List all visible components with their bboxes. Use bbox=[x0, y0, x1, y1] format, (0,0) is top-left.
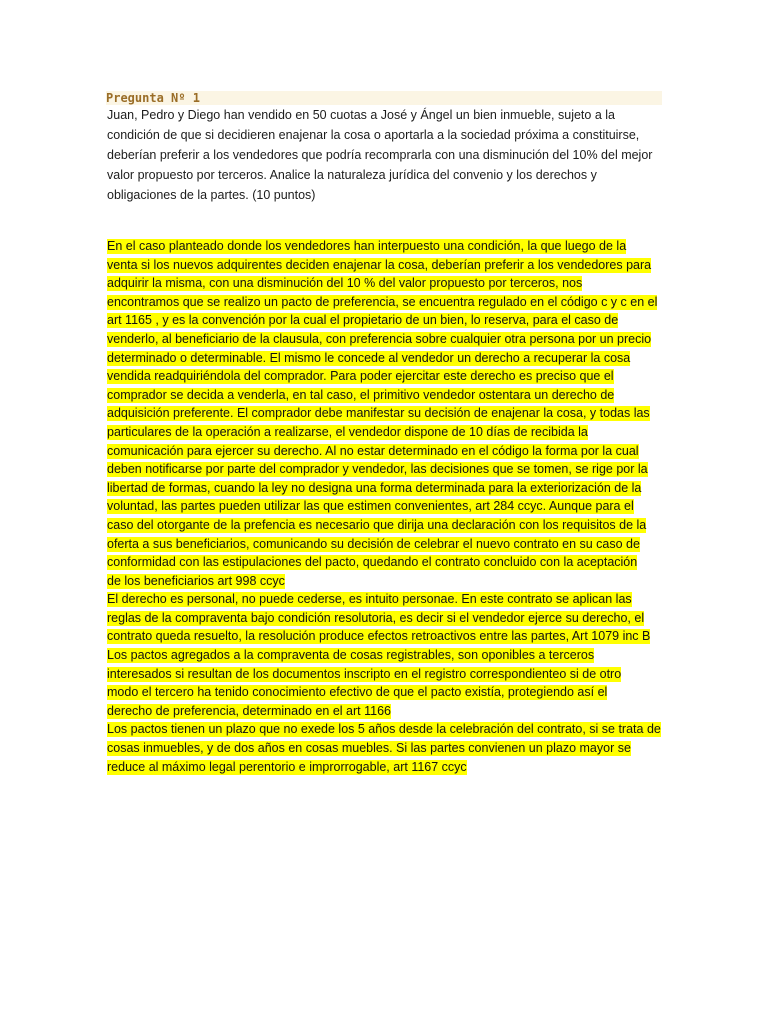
highlighted-text: particulares de la operación a realizarse, el vendedor dispone de 10 días de recibida la bbox=[107, 424, 588, 439]
answer-line bbox=[107, 627, 667, 646]
answer-line bbox=[107, 460, 667, 479]
answer-line bbox=[107, 442, 667, 461]
answer-line bbox=[107, 237, 667, 256]
answer-line bbox=[107, 497, 667, 516]
highlighted-text: deben notificarse por parte del comprador y vendedor, las decisiones que se tomen, se rige por la bbox=[107, 462, 648, 477]
question-line: obligaciones de la partes. (10 puntos) bbox=[107, 188, 316, 202]
answer-line bbox=[107, 683, 667, 702]
question-line: Juan, Pedro y Diego han vendido en 50 cuotas a José y Ángel un bien inmueble, sujeto a la bbox=[107, 108, 615, 122]
answer-line bbox=[107, 702, 667, 721]
highlighted-text: Los pactos tienen un plazo que no exede los 5 años desde la celebración del contrato, si se trata de bbox=[107, 722, 661, 737]
highlighted-text: adquisición preferente. El comprador debe manifestar su decisión de enajenar la cosa, y todas las bbox=[107, 406, 650, 421]
answer-line bbox=[107, 516, 667, 535]
answer-line bbox=[107, 535, 667, 554]
highlighted-text: oferta a sus beneficiarios, comunicando su decisión de celebrar el nuevo contrato en su caso de bbox=[107, 536, 640, 551]
answer-line bbox=[107, 572, 667, 591]
question-line: condición de que si decidieren enajenar la cosa o aportarla a la sociedad próxima a constituirse, bbox=[107, 128, 640, 142]
highlighted-text: caso del otorgante de la prefencia es necesario que dirija una declaración con los requisitos de la bbox=[107, 517, 647, 532]
highlighted-text: vendida readquiriéndola del comprador. Para poder ejercitar este derecho es preciso que el bbox=[107, 369, 614, 384]
answer-line bbox=[107, 367, 667, 386]
answer-line bbox=[107, 739, 667, 758]
question-line: valor propuesto por terceros. Analice la naturaleza jurídica del convenio y los derechos y bbox=[107, 168, 597, 182]
answer-line bbox=[107, 646, 667, 665]
highlighted-text: contrato queda resuelto, la resolución produce efectos retroactivos entre las partes, Art 1079 inc B bbox=[107, 629, 651, 644]
answer-line bbox=[107, 404, 667, 423]
answer-line bbox=[107, 330, 667, 349]
answer-line bbox=[107, 720, 667, 739]
highlighted-text: reglas de la compraventa bajo condición resolutoria, es decir si el vendedor ejerce su derecho, el bbox=[107, 610, 645, 625]
highlighted-text: voluntad, las partes pueden utilizar las que estimen convenientes, art 284 ccyc. Aunque para el bbox=[107, 499, 634, 514]
highlighted-text: comprador se decida a venderla, en tal caso, el primitivo vendedor ostentara un derecho de bbox=[107, 387, 615, 402]
highlighted-text: art 1165 , y es la convención por la cual el propietario de un bien, lo reserva, para el caso de bbox=[107, 313, 619, 328]
highlighted-text: modo el tercero ha tenido conocimiento efectivo de que el pacto existía, protegiendo así el bbox=[107, 685, 608, 700]
highlighted-text: cosas inmuebles, y de dos años en cosas muebles. Si las partes convienen un plazo mayor se bbox=[107, 741, 631, 756]
answer-line bbox=[107, 590, 667, 609]
highlighted-text: adquirir la misma, con una disminución del 10 % del valor propuesto por terceros, nos bbox=[107, 276, 583, 291]
highlighted-text: venta si los nuevos adquirentes deciden enajenar la cosa, deberían preferir a los vendedores para bbox=[107, 257, 652, 272]
highlighted-text: En el caso planteado donde los vendedores han interpuesto una condición, la que luego de la bbox=[107, 239, 627, 253]
highlighted-text: comunicación para ejercer su derecho. Al no estar determinado en el código la forma por la cual bbox=[107, 443, 639, 458]
answer-line bbox=[107, 479, 667, 498]
answer-line bbox=[107, 758, 667, 777]
highlighted-text: Los pactos agregados a la compraventa de cosas registrables, son oponibles a terceros bbox=[107, 648, 595, 663]
highlighted-text: de los beneficiarios art 998 ccyc bbox=[107, 573, 285, 588]
question-line: deberían preferir a los vendedores que podría recomprarla con una disminución del 10% del mejor bbox=[107, 148, 653, 162]
answer-line bbox=[107, 386, 667, 405]
answer-line bbox=[107, 609, 667, 628]
question-text bbox=[107, 105, 667, 205]
question-title: Pregunta Nº 1 bbox=[106, 91, 662, 105]
highlighted-text: El derecho es personal, no puede cederse, es intuito personae. En este contrato se aplican las bbox=[107, 592, 632, 607]
answer-line bbox=[107, 311, 667, 330]
answer-line bbox=[107, 293, 667, 312]
highlighted-text: determinado o determinable. El mismo le concede al vendedor un derecho a recuperar la cosa bbox=[107, 350, 631, 365]
highlighted-text: venderlo, al beneficiario de la clausula, con preferencia sobre cualquier otra persona por un precio bbox=[107, 331, 652, 346]
highlighted-text: derecho de preferencia, determinado en el art 1166 bbox=[107, 703, 391, 718]
answer-line bbox=[107, 349, 667, 368]
highlighted-text: conformidad con las estipulaciones del pacto, quedando el contrato concluido con la aceptación bbox=[107, 555, 638, 570]
highlighted-text: reduce al máximo legal perentorio e improrrogable, art 1167 ccyc bbox=[107, 759, 467, 774]
highlighted-text: interesados si resultan de los documentos inscripto en el registro correspondienteo si de otro bbox=[107, 666, 622, 681]
answer-line bbox=[107, 274, 667, 293]
highlighted-text: libertad de formas, cuando la ley no designa una forma determinada para la exteriorización de la bbox=[107, 480, 642, 495]
answer-line bbox=[107, 553, 667, 572]
answer-line bbox=[107, 665, 667, 684]
answer-line bbox=[107, 256, 667, 275]
highlighted-text: encontramos que se realizo un pacto de preferencia, se encuentra regulado en el código c y c en el bbox=[107, 294, 658, 309]
answer-text bbox=[107, 237, 667, 776]
answer-line bbox=[107, 423, 667, 442]
